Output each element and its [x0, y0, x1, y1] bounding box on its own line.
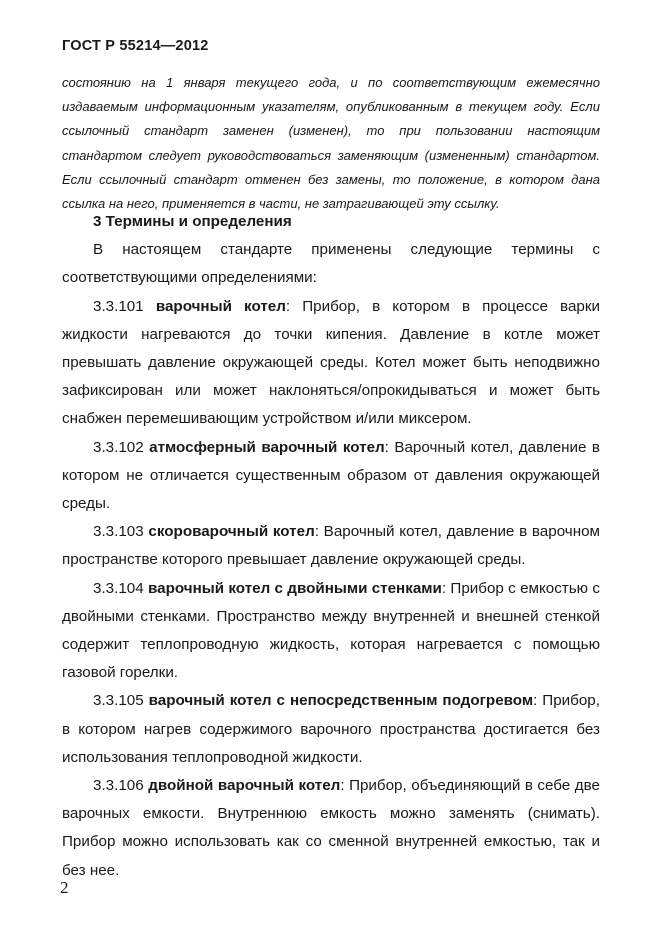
term-name: варочный котел с двойными стенками [148, 579, 442, 597]
intro-paragraph: состоянию на 1 января текущего года, и по соответствующим ежемесячно издаваемым информационным указателям, опубликованным в текущем году. Если ссылочный стандарт заменен (изменен), то при пользовании настоящим стандартом следует руководствоваться заменяющим (измененным) стандартом. Если ссылочный стандарт отменен без замены, то положение, в котором дана ссылка на него, применяется в части, не затрагивающей эту ссылку. [62, 75, 600, 212]
term-definition: : Прибор с емкостью с двойными стенками. Пространство между внутренней и внешней стенкой содержит теплопроводную жидкость, которая нагревается с помощью газовой горелки. [62, 579, 600, 682]
term-name: варочный котел с непосредственным подогревом [148, 692, 534, 710]
term-number: 3.3.104 [93, 579, 144, 597]
term-definition: : Варочный котел, давление в варочном пространстве которого превышает давление окружающей среды. [62, 523, 600, 569]
term-entry-105 [62, 687, 600, 772]
section-lead: В настоящем стандарте применены следующие термины с соответствующими определениями: [62, 241, 600, 287]
term-entry-104 [62, 575, 600, 688]
term-definition: : Прибор, в котором в процессе варки жидкости нагреваются до точки кипения. Давление в котле может превышать давление окружающей среды. Котел может быть неподвижно зафиксирован или может наклоняться/опрокидываться и может быть снабжен перемешивающим устройством и/или миксером. [62, 297, 600, 428]
page-number: 2 [60, 878, 69, 897]
term-entry-101 [62, 293, 600, 434]
term-number: 3.3.101 [93, 297, 144, 315]
term-name: скороварочный котел [148, 523, 315, 541]
term-definition: : Варочный котел, давление в котором не отличается существенным образом от давления окружающей среды. [62, 438, 600, 513]
main-text [62, 208, 600, 885]
term-number: 3.3.102 [93, 438, 144, 456]
term-entry-103 [62, 518, 600, 574]
term-name: двойной варочный котел [148, 777, 341, 795]
term-number: 3.3.103 [93, 523, 144, 541]
document-code-header: ГОСТ Р 55214—2012 [62, 38, 209, 54]
term-entry-106 [62, 772, 600, 885]
term-name: варочный котел [155, 297, 286, 315]
section-heading: 3 Термины и определения [93, 213, 292, 230]
term-name: атмосферный варочный котел [149, 438, 385, 456]
term-number: 3.3.105 [93, 692, 144, 710]
term-number: 3.3.106 [93, 777, 144, 795]
term-entry-102 [62, 434, 600, 519]
term-definition: : Прибор, объединяющий в себе две варочных емкости. Внутреннюю емкость можно заменять (снимать). Прибор можно использовать как со сменной внутренней емкостью, так и без нее. [62, 777, 600, 879]
term-definition: : Прибор, в котором нагрев содержимого варочного пространства достигается без использования теплопроводной жидкости. [62, 692, 600, 766]
